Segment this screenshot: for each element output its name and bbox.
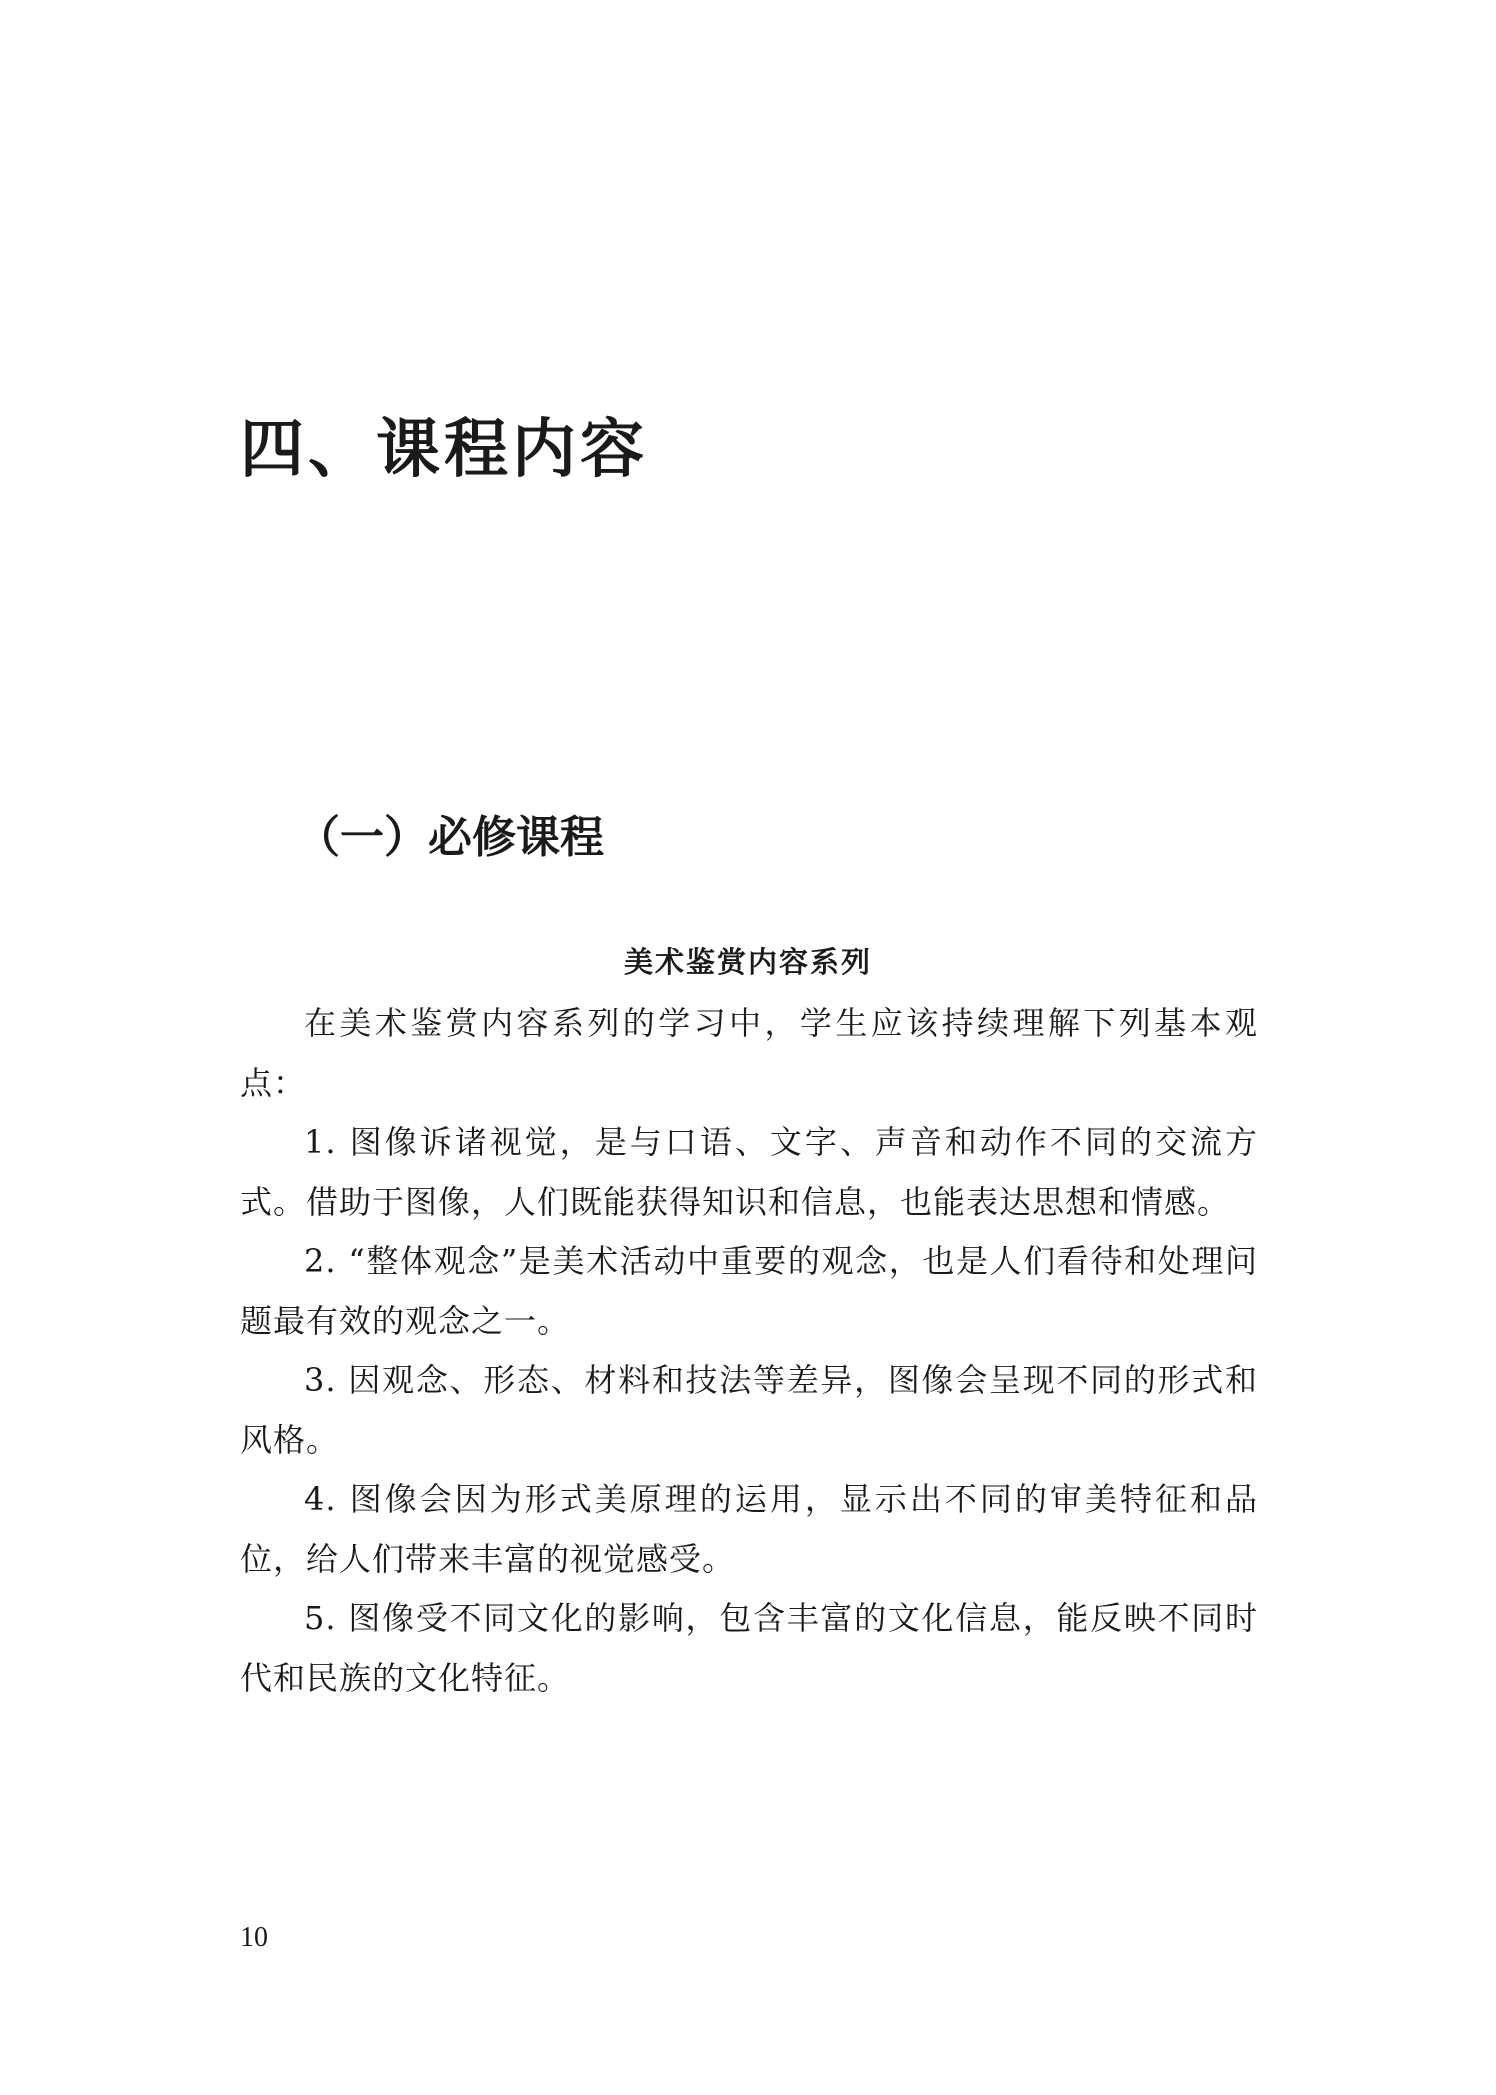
point-1: 1. 图像诉诸视觉，是与口语、文字、声音和动作不同的交流方式。借助于图像，人们既能获得知识和信息，也能表达思想和情感。 bbox=[240, 1123, 1258, 1221]
point-4: 4. 图像会因为形式美原理的运用，显示出不同的审美特征和品位，给人们带来丰富的视觉感受。 bbox=[240, 1480, 1258, 1578]
body-text bbox=[240, 994, 1258, 1708]
point-5: 5. 图像受不同文化的影响，包含丰富的文化信息，能反映不同时代和民族的文化特征。 bbox=[240, 1599, 1258, 1697]
section-title: （一）必修课程 bbox=[296, 812, 604, 863]
page-number: 10 bbox=[240, 1922, 268, 1953]
chapter-title: 四、课程内容 bbox=[240, 412, 648, 487]
point-2: 2. “整体观念”是美术活动中重要的观念，也是人们看待和处理问题最有效的观念之一。 bbox=[240, 1242, 1258, 1340]
intro-paragraph: 在美术鉴赏内容系列的学习中，学生应该持续理解下列基本观点： bbox=[240, 1004, 1258, 1102]
series-title: 美术鉴赏内容系列 bbox=[623, 945, 872, 979]
point-3: 3. 因观念、形态、材料和技法等差异，图像会呈现不同的形式和风格。 bbox=[240, 1361, 1258, 1459]
